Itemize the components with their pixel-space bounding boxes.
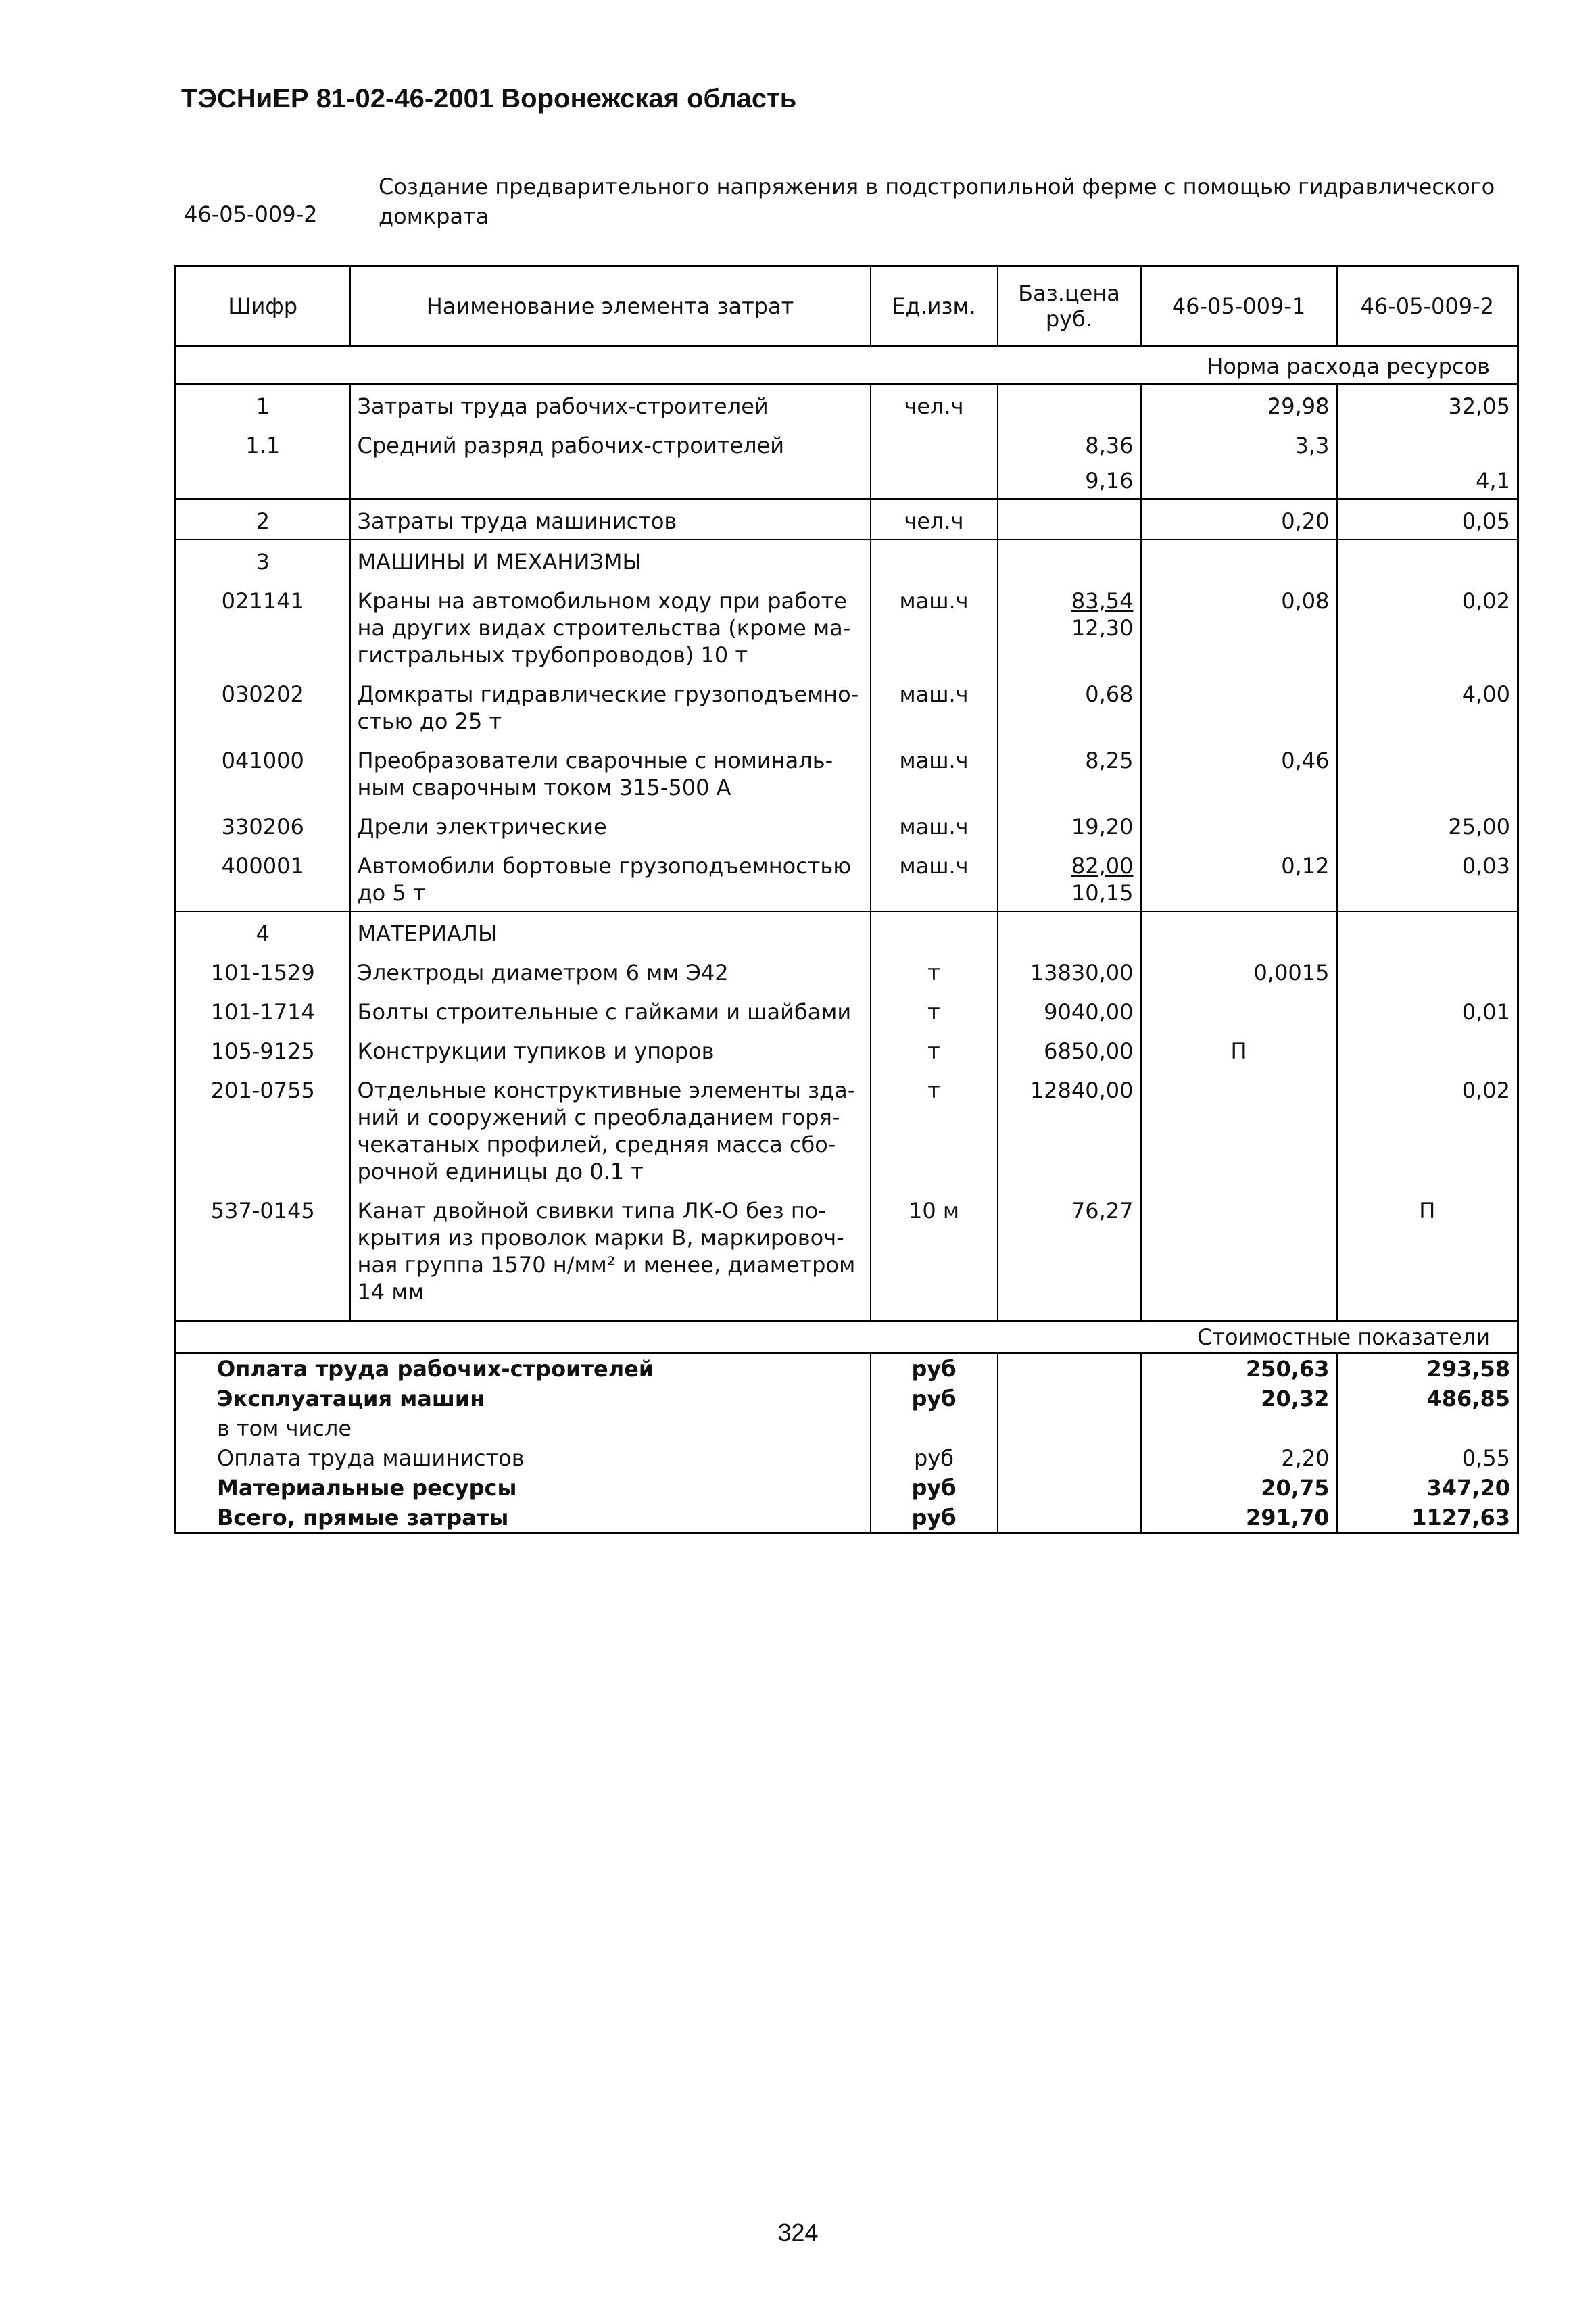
resource-table xyxy=(174,265,1519,1534)
table-row: 041000 Преобразователи сварочные с номиналь- ным сварочным током 315-500 А маш.ч 8,25 0,46 xyxy=(176,739,1518,805)
page-number: 324 xyxy=(777,2219,819,2246)
table-row: 105-9125 Конструкции тупиков и упоров т 6850,00 П xyxy=(176,1030,1518,1069)
cost-row: Эксплуатация машин руб 20,32 486,85 xyxy=(176,1384,1518,1413)
table-row: 101-1529 Электроды диаметром 6 мм Э42 т 13830,00 0,0015 xyxy=(176,951,1518,990)
cost-row: в том числе xyxy=(176,1413,1518,1443)
col-header-norm-1: 46-05-009-1 xyxy=(1141,266,1337,347)
cost-band-label: Стоимостные показатели xyxy=(176,1322,1518,1353)
table-row: 101-1714 Болты строительные с гайками и шайбами т 9040,00 0,01 xyxy=(176,990,1518,1030)
cost-row: Оплата труда машинистов руб 2,20 0,55 xyxy=(176,1443,1518,1473)
table-row: 201-0755 Отдельные конструктивные элементы зда- ний и сооружений с преобладанием горя- чекатаных профилей, средняя масса сбо- рочной единицы до 0.1 т т 12840,00 0,02 xyxy=(176,1069,1518,1189)
col-header-name: Наименование элемента затрат xyxy=(350,266,871,347)
col-header-code: Шифр xyxy=(176,266,350,347)
table-row: 400001 Автомобили бортовые грузоподъемностью до 5 т маш.ч 82,00 10,15 0,12 0,03 xyxy=(176,844,1518,911)
col-header-norm-2: 46-05-009-2 xyxy=(1337,266,1518,347)
cost-row: Оплата труда рабочих-строителей руб 250,63 293,58 xyxy=(176,1353,1518,1384)
table-header-row xyxy=(176,266,1518,347)
col-header-unit: Ед.изм. xyxy=(871,266,998,347)
cost-row-total: Всего, прямые затраты руб 291,70 1127,63 xyxy=(176,1503,1518,1534)
table-row: 021141 Краны на автомобильном ходу при работе на других видах строительства (кроме ма- гистральных трубопроводов) 10 т маш.ч 83,54 12,30 0,08 0,02 xyxy=(176,579,1518,673)
norm-band-label: Норма расхода ресурсов xyxy=(176,347,1518,384)
norm-code: 46-05-009-2 xyxy=(184,201,318,227)
section-header: 3 МАШИНЫ И МЕХАНИЗМЫ xyxy=(176,539,1518,579)
section-header: 4 МАТЕРИАЛЫ xyxy=(176,911,1518,951)
cost-row: Материальные ресурсы руб 20,75 347,20 xyxy=(176,1473,1518,1503)
table-row: 2 Затраты труда машинистов чел.ч 0,20 0,05 xyxy=(176,499,1518,539)
table-row: 030202 Домкраты гидравлические грузоподъемно- стью до 25 т маш.ч 0,68 4,00 xyxy=(176,673,1518,739)
norm-description: Создание предварительного напряжения в подстропильной ферме с помощью гидравлического домкрата xyxy=(379,174,1495,229)
document-title: ТЭСНиЕР 81-02-46-2001 Воронежская область xyxy=(181,84,797,114)
table-row: 330206 Дрели электрические маш.ч 19,20 25,00 xyxy=(176,805,1518,844)
col-header-price: Баз.цена руб. xyxy=(998,266,1141,347)
table-row: 1 Затраты труда рабочих-строителей чел.ч 29,98 32,05 xyxy=(176,384,1518,425)
table-row: 1.1 Средний разряд рабочих-строителей 8,36 9,16 3,3 4,1 xyxy=(176,424,1518,499)
table-row: 537-0145 Канат двойной свивки типа ЛК-О без по- крытия из проволок марки В, маркировоч- ная группа 1570 н/мм² и менее, диаметром 14 мм 10 м 76,27 П xyxy=(176,1189,1518,1309)
